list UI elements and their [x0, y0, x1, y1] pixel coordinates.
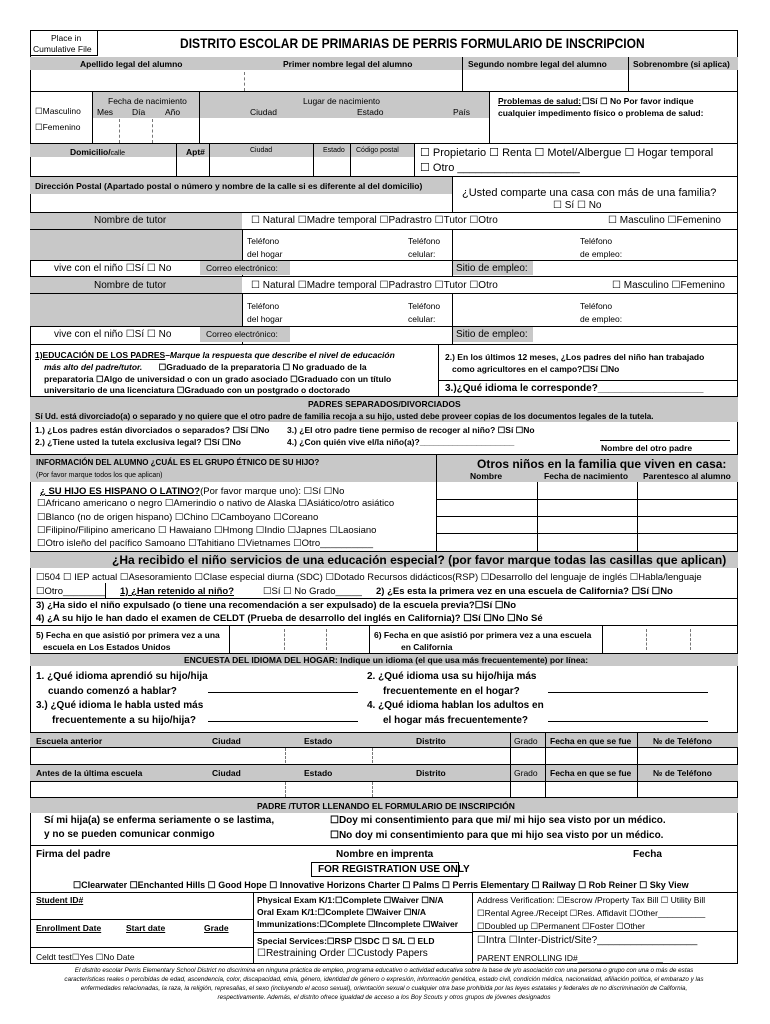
postal-label: Dirección Postal (Apartado postal o número y nombre de la calle si es diferente al del domicilio) — [35, 181, 423, 191]
divider — [646, 629, 647, 650]
guardian-1-lives-with-child[interactable]: vive con el niño ☐Sí ☐ No — [54, 263, 172, 274]
birthplace-label: Lugar de nacimiento — [303, 96, 381, 106]
divider — [372, 782, 373, 797]
date-label: Fecha — [633, 849, 662, 860]
divider — [369, 625, 370, 653]
divider — [438, 344, 439, 396]
divider — [30, 747, 738, 748]
office-use-title: FOR REGISTRATION USE ONLY — [318, 864, 470, 875]
consent-title: PADRE /TUTOR LLENANDO EL FORMULARIO DE INSCRIPCIÓN — [257, 801, 515, 811]
first-us-school-label: 5) Fecha en que asistió por primera vez a una escuela en Los Estados Unidos — [36, 630, 220, 652]
divider — [30, 781, 738, 782]
divider — [437, 533, 738, 534]
health-options[interactable]: ☐Sí ☐ No Por favor indique — [582, 96, 694, 106]
health-instructions: cualquier impedimento físico o problema de salud: — [498, 108, 704, 118]
divider — [326, 629, 327, 650]
divider — [253, 892, 254, 964]
prev-school-bar — [30, 733, 738, 747]
divider — [285, 782, 286, 797]
language-survey-title: ENCUESTA DEL IDIOMA DEL HOGAR: Indique un idioma (el que usa más frecuentemente) por línea: — [184, 655, 589, 665]
shared-house-question: ¿Usted comparte una casa con más de una familia? — [462, 187, 717, 199]
health-label: Problemas de salud: — [498, 96, 582, 106]
divider — [414, 144, 415, 176]
footer-line-2: características reales o percibidas de edad, ascendencia, color, discapacidad, etnia, género, identidad de género o expresión, información genética, estado civil, condición médica, nacionalidad, afiliación política, el embarazo y las — [64, 976, 704, 983]
language-q2: 2. ¿Qué idioma usa su hijo/hija más frecuentemente en el hogar? — [367, 671, 537, 697]
language-q4: 4. ¿Qué idioma hablan los adultos en el hogar más frecuentemente? — [367, 700, 544, 726]
divider — [30, 260, 738, 261]
divider — [372, 748, 373, 763]
siblings-dob-header: Fecha de nacimiento — [544, 471, 629, 481]
divider — [30, 919, 253, 920]
other-parent-label: Nombre del otro padre — [601, 443, 693, 453]
page-title: DISTRITO ESCOLAR DE PRIMARIAS DE PERRIS FORMULARIO DE INSCRIPCION — [180, 35, 645, 51]
lives-with-question[interactable]: 4.) ¿Con quién vive el/la niño(a)?____________________ — [287, 437, 515, 447]
prev2-city-label: Ciudad — [212, 768, 241, 778]
footer-line-1: El distrito escolar Perris Elementary School District no discrimina en ninguna práctica de empleo, programa educativo o actividad educativa sobre la base de y/o asociación con una persona o grupo con una o más de estas — [74, 967, 694, 974]
guardian-2-cell-phone-label: Teléfono celular: — [408, 301, 441, 324]
guardian-1-work-phone-label: Teléfono de empleo: — [580, 236, 623, 259]
hispanic-question[interactable]: ¿ SU HIJO ES HISPANO O LATINO?(Por favor marque uno): ☐Sí ☐No — [40, 486, 345, 497]
guardian-2-name-label: Nombre de tutor — [94, 280, 167, 291]
grade-label: Grade — [204, 923, 229, 933]
address-verification-options[interactable]: Address Verification: ☐Escrow /Property Tax Bill ☐ Utility Bill — [477, 895, 706, 905]
prev-state-label: Estado — [304, 736, 333, 746]
siblings-title: Otros niños en la familia que viven en casa: — [477, 457, 727, 471]
ethnic-subtitle: (Por favor marque todos los que aplican) — [36, 472, 163, 479]
guardian-1-home-phone-label: Teléfono del hogar — [247, 236, 283, 259]
consent-condition-2: y no se pueden comunicar conmigo — [44, 829, 215, 840]
divider — [350, 144, 351, 176]
special-ed-options[interactable]: ☐504 ☐ IEP actual ☐Asesoramiento ☐Clase especial diurna (SDC) ☐Dotado Recursos didácticos(RSP) ☐Desarrollo del lenguaje de inglés ☐Habla/lenguaje — [36, 572, 702, 583]
divider — [628, 57, 629, 91]
parent-signature-label: Firma del padre — [36, 849, 111, 860]
printed-name-label: Nombre en imprenta — [336, 849, 434, 860]
prev2-school-label: Antes de la última escuela — [36, 768, 143, 778]
guardian-1-relationship-options[interactable]: ☐ Natural ☐Madre temporal ☐Padrastro ☐Tutor ☐Otro — [251, 215, 498, 226]
special-other[interactable]: ☐Otro________ — [36, 586, 106, 597]
prev2-district-label: Distrito — [416, 768, 446, 778]
address-city-label: Ciudad — [250, 147, 273, 154]
physical-exam-options[interactable]: Physical Exam K/1:☐Complete ☐Waiver ☐N/A — [257, 895, 444, 905]
first-california-school-question[interactable]: 2) ¿Es esta la primera vez en una escuela de California? ☐Sí ☐No — [376, 586, 673, 597]
celdt-test-label[interactable]: Celdt test☐Yes ☐No Date — [36, 952, 135, 962]
education-line-4[interactable]: universitario de una licenciatura ☐Graduado con un postgrado o doctorado — [44, 385, 351, 395]
divider — [637, 733, 638, 797]
divider — [229, 625, 230, 653]
state-label: Estado — [357, 107, 384, 117]
other-parent-line — [600, 440, 730, 441]
divider — [30, 947, 253, 948]
divider — [437, 516, 738, 517]
separated-title: PADRES SEPARADOS/DIVORCIADOS — [308, 399, 461, 409]
language-question: 3.)¿Qué idioma le corresponde?___________________ — [445, 383, 704, 394]
day-label: Día — [132, 107, 146, 117]
parent-enrolling-id: PARENT ENROLLING ID#__________________ — [477, 953, 663, 963]
divider — [285, 748, 286, 763]
rental-options[interactable]: ☐Rental Agree./Receipt ☐Res. Affidavit ☐Other__________ — [477, 908, 706, 918]
agriculture-question: 2.) En los últimos 12 meses, ¿Los padres del niño han trabajado — [445, 352, 705, 362]
language-q1: 1. ¿Qué idioma aprendió su hijo/hija cuando comenzó a hablar? — [36, 671, 208, 697]
divider — [438, 380, 738, 381]
divider — [637, 482, 638, 551]
guardian-1-gender-options[interactable]: ☐ Masculino ☐Femenino — [608, 215, 721, 226]
divider — [176, 144, 177, 176]
divider — [602, 625, 603, 653]
guardian-1-blank-bar — [30, 230, 242, 260]
guardian-1-email-label: Correo electrónico: — [206, 263, 278, 273]
place-in-label: Place in — [51, 33, 82, 43]
year-label: Año — [165, 107, 181, 117]
ethnic-title: INFORMACIÓN DEL ALUMNO ¿CUÁL ES EL GRUPO ÉTNICO DE SU HIJO? — [36, 458, 320, 467]
divider — [30, 892, 738, 893]
immunization-options[interactable]: Immunizations:☐Complete ☐Incomplete ☐Waiver — [257, 919, 459, 929]
prev-grade-label: Grado — [514, 736, 538, 746]
divider — [199, 91, 200, 143]
middle-name-label: Segundo nombre legal del alumno — [468, 59, 607, 69]
prev-city-label: Ciudad — [212, 736, 241, 746]
apt-label: Apt# — [186, 147, 205, 157]
divider — [472, 892, 473, 964]
divider — [119, 119, 120, 143]
education-line-2[interactable]: más alto del padre/tutor. ☐Graduado de la preparatoria ☐ No graduado de la — [44, 362, 367, 372]
prev2-left-date-label: Fecha en que se fue — [550, 768, 632, 778]
prev-school-label: Escuela anterior — [36, 736, 103, 746]
cumulative-file-label: Cumulative File — [33, 44, 92, 54]
address-state-label: Estado — [323, 147, 345, 154]
guardian-2-lives-with-child[interactable]: vive con el niño ☐Sí ☐ No — [54, 329, 172, 340]
divider — [30, 326, 738, 327]
guardian-2-gender-options[interactable]: ☐ Masculino ☐Femenino — [612, 280, 725, 291]
prev2-state-label: Estado — [304, 768, 333, 778]
language-q3: 3.) ¿Qué idioma le habla usted más frecuentemente a su hijo/hija? — [36, 700, 204, 726]
divider — [462, 57, 463, 91]
retained-question: 1) ¿Han retenido al niño? — [120, 586, 235, 597]
prev2-phone-label: № de Teléfono — [653, 768, 712, 778]
guardian-2-work-label: Sitio de empleo: — [456, 329, 528, 340]
student-id-label: Student ID# — [36, 895, 84, 905]
first-name-label: Primer nombre legal del alumno — [283, 59, 413, 69]
prev-phone-label: № de Teléfono — [653, 736, 712, 746]
consent-condition-1: Sí mi hija(a) se enferma seriamente o se lastima, — [44, 815, 275, 826]
expelled-question[interactable]: 3) ¿Ha sido el niño expulsado (o tiene una recomendación a ser expulsado) de la escuela previa?☐Sí ☐No — [36, 600, 517, 611]
zip-label: Código postal — [356, 147, 399, 154]
month-label: Mes — [97, 107, 114, 117]
divider — [209, 144, 210, 176]
pickup-permission-question[interactable]: 3.) ¿El otro padre tiene permiso de recoger al niño? ☐Sí ☐No — [287, 425, 535, 435]
education-line-3[interactable]: preparatoria ☐Algo de universidad o con un grado asociado ☐Graduado con un título — [44, 374, 392, 384]
city-label: Ciudad — [250, 107, 277, 117]
divider — [313, 144, 314, 176]
guardian-2-relationship-options[interactable]: ☐ Natural ☐Madre temporal ☐Padrastro ☐Tutor ☐Otro — [251, 280, 498, 291]
divider — [30, 344, 738, 345]
shared-house-options[interactable]: ☐ Sí ☐ No — [553, 200, 602, 211]
education-heading: 1)EDUCACIÓN DE LOS PADRES–Marque la respuesta que describe el nivel de educación — [35, 350, 395, 360]
language-q4-line — [548, 721, 708, 722]
divider — [30, 845, 738, 846]
divider — [30, 625, 738, 626]
divider — [437, 499, 738, 500]
special-ed-title: ¿Ha recibido el niño servicios de una educación especial? (por favor marque todas las casillas que aplican) — [112, 553, 727, 567]
divider — [30, 764, 738, 765]
ethnic-row-4[interactable]: ☐Otro isleño del pacífico Samoano ☐Tahitiano ☐Vietnames ☐Otro__________ — [37, 538, 373, 549]
intra-inter-options[interactable]: ☐Intra ☐Inter-District/Site?__________________ — [477, 935, 698, 946]
divider — [152, 119, 153, 143]
special-services-options[interactable]: Special Services:☐RSP ☐SDC ☐ S/L ☐ ELD — [257, 936, 435, 946]
address-label: Domicilio/calle — [70, 147, 126, 157]
footer-line-4: respectivamente. Además, el distrito ofrece igualdad de acceso a los Boy Scouts y otros grupos de jóvenes designados — [217, 994, 551, 1001]
guardian-2-home-phone-label: Teléfono del hogar — [247, 301, 283, 324]
footer-line-3: enfermedades relacionadas, la raza, la religión, represalias, el sexo (incluyendo el acoso sexual), orientación sexual o cualquier otra base prohibida por las leyes estatales y federales de no discriminación de California, — [80, 985, 688, 992]
guardian-2-blank-bar — [30, 294, 242, 326]
retained-options[interactable]: ☐Sí ☐ No Grado_____ — [263, 586, 362, 597]
divider — [545, 733, 546, 797]
divider — [510, 733, 511, 797]
guardian-1-name-label: Nombre de tutor — [94, 215, 167, 226]
ethnic-row-2[interactable]: ☐Blanco (no de origen hispano) ☐Chino ☐Camboyano ☐Coreano — [37, 512, 319, 523]
guardian-1-cell-phone-label: Teléfono celular: — [408, 236, 441, 259]
dob-label: Fecha de nacimiento — [108, 96, 187, 106]
agriculture-options[interactable]: como agricultores en el campo?☐Sí ☐No — [452, 364, 620, 374]
prev-left-date-label: Fecha en que se fue — [550, 736, 632, 746]
start-date-label: Start date — [126, 923, 166, 933]
last-name-label: Apellido legal del alumno — [80, 59, 183, 69]
school-selection-options[interactable]: ☐Clearwater ☐Enchanted Hills ☐ Good Hope ☐ Innovative Horizons Charter ☐ Palms ☐ Perris Elementary ☐ Railway ☐ Rob Reiner ☐ Sky View — [73, 880, 689, 890]
divider — [489, 91, 490, 143]
divider — [537, 482, 538, 551]
divider — [105, 583, 106, 598]
consent-no-checkbox[interactable]: ☐No doy mi consentimiento para que mi hijo sea visto por un médico. — [330, 830, 664, 841]
guardian-2-email-label: Correo electrónico: — [206, 329, 278, 339]
celdt-question[interactable]: 4) ¿A su hijo le han dado el examen de CELDT (Prueba de desarrollo del inglés en California)? ☐Sí ☐No ☐No Sé — [36, 613, 543, 624]
divider — [472, 931, 738, 932]
divider — [452, 176, 453, 212]
siblings-name-header: Nombre — [470, 471, 503, 481]
divider — [30, 598, 738, 599]
prev2-grade-label: Grado — [514, 768, 538, 778]
first-ca-school-label: 6) Fecha en que asistió por primera vez a una escuela en California — [374, 630, 592, 652]
restraining-custody-options[interactable]: ☐Restraining Order ☐Custody Papers — [257, 948, 428, 959]
enrollment-date-label: Enrollment Date — [36, 923, 102, 933]
siblings-relation-header: Parentesco al alumno — [643, 471, 731, 481]
nickname-label: Sobrenombre (si aplica) — [633, 59, 730, 69]
male-checkbox[interactable]: ☐Masculino — [35, 106, 81, 116]
housing-options-1[interactable]: ☐ Propietario ☐ Renta ☐ Motel/Albergue ☐ Hogar temporal — [420, 147, 714, 159]
custody-question[interactable]: 2.) ¿Tiene usted la tutela exclusiva legal? ☐Sí ☐No — [35, 437, 241, 447]
female-checkbox[interactable]: ☐Femenino — [35, 122, 81, 132]
ethnic-row-3[interactable]: ☐Filipino/Filipino americano ☐ Hawaiano ☐Hmong ☐Indio ☐Japnes ☐Laosiano — [37, 525, 377, 536]
language-q2-line — [548, 692, 708, 693]
ethnic-row-1[interactable]: ☐Africano americano o negro ☐Amerindio o nativo de Alaska ☐Asiático/otro asiático — [37, 498, 395, 509]
divider — [284, 629, 285, 650]
prev-district-label: Distrito — [416, 736, 446, 746]
divider — [690, 629, 691, 650]
guardian-2-work-phone-label: Teléfono de empleo: — [580, 301, 623, 324]
language-q3-line — [208, 721, 358, 722]
divorced-question[interactable]: 1.) ¿Los padres están divorciados o separados? ☐Sí ☐No — [35, 425, 270, 435]
consent-yes-checkbox[interactable]: ☐Doy mi consentimiento para que mi/ mi hijo sea visto por un médico. — [330, 815, 666, 826]
housing-status-options[interactable]: ☐Doubled up ☐Permanent ☐Foster ☐Other — [477, 921, 645, 931]
separated-note: Sí Ud. está divorciado(a) o separado y no quiere que el otro padre de familia recoja a su hijo, usted debe proveer copias de los documentos legales de la tutela. — [35, 411, 654, 421]
divider — [253, 932, 472, 933]
country-label: País — [453, 107, 471, 117]
language-q1-line — [208, 692, 358, 693]
housing-options-2[interactable]: ☐ Otro ____________________ — [420, 162, 580, 174]
oral-exam-options[interactable]: Oral Exam K/1:☐Complete ☐Waiver ☐N/A — [257, 907, 426, 917]
guardian-1-work-label: Sitio de empleo: — [456, 263, 528, 274]
divider — [244, 72, 245, 91]
